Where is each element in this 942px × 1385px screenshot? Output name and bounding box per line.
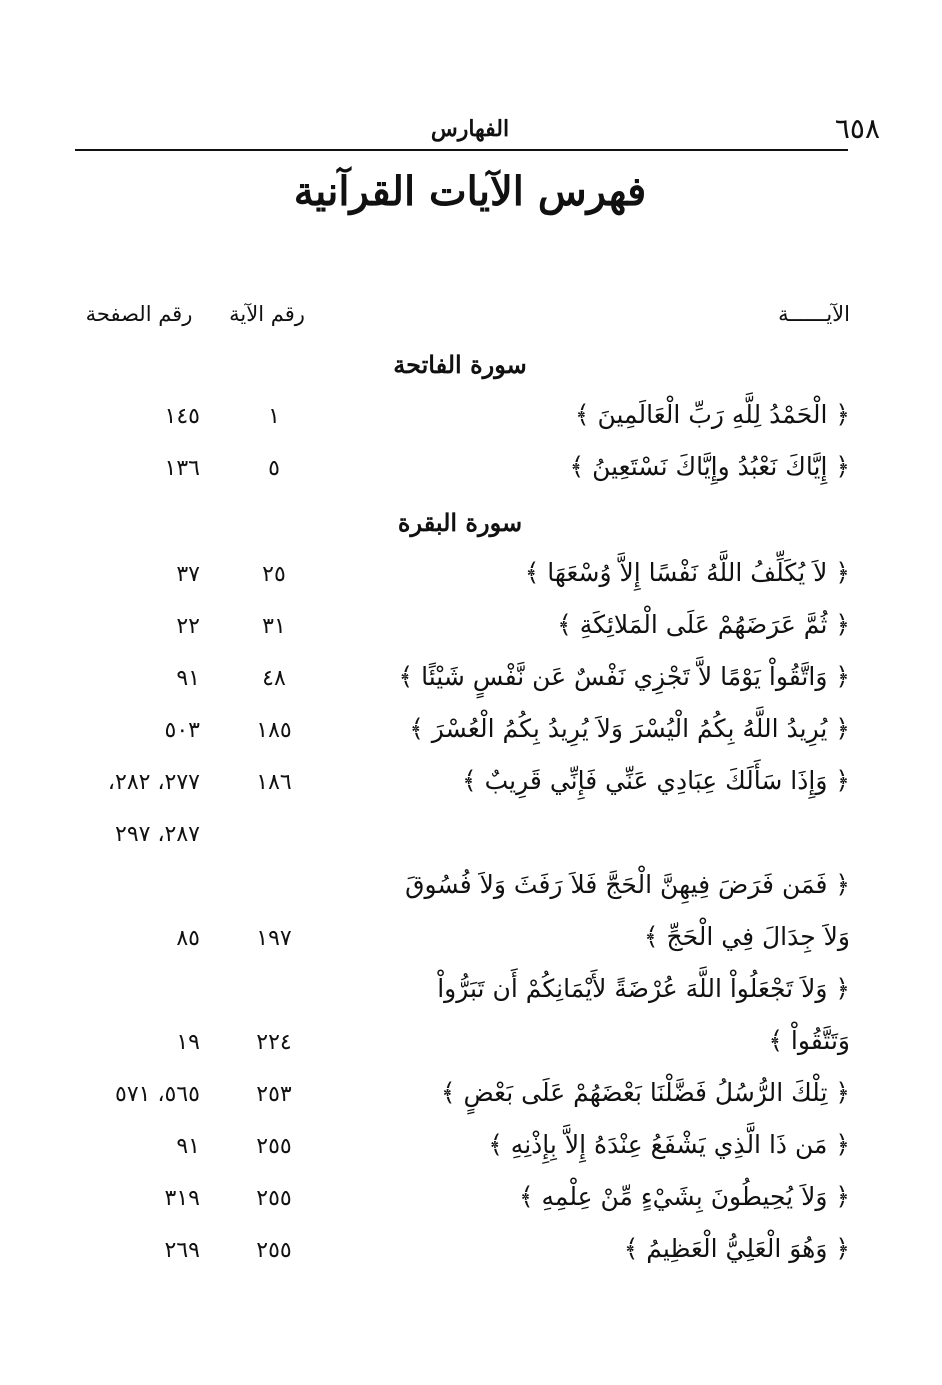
verse-text: ﴿ لاَ يُكَلِّفُ اللَّهُ نَفْسًا إِلاَّ وُسْعَهَا ﴾: [524, 558, 850, 587]
header-rule: [75, 149, 848, 151]
surah-heading: سورة الفاتحة: [393, 350, 527, 379]
ayah-number: ٢٥: [262, 562, 286, 587]
column-header-verse: الآيــــــة: [778, 302, 850, 326]
verse-text: ﴿ وَلاَ يُحِيطُونَ بِشَيْءٍ مِّنْ عِلْمِهِ ﴾: [518, 1182, 850, 1211]
ayah-number: ٢٥٥: [256, 1134, 292, 1159]
verse-text: ﴿ وَهُوَ الْعَلِيُّ الْعَظِيمُ ﴾: [623, 1234, 850, 1263]
verse-text: وَلاَ جِدَالَ فِي الْحَجِّ ﴾: [643, 922, 850, 951]
page-reference: ١٣٦: [164, 456, 200, 481]
index-row-continuation: [0, 1026, 942, 1066]
ayah-number: ٢٥٥: [256, 1238, 292, 1263]
column-header-ayah-number: رقم الآية: [229, 302, 305, 326]
index-row-continuation: [0, 818, 942, 858]
verse-text: ﴿ مَن ذَا الَّذِي يَشْفَعُ عِنْدَهُ إِلاَّ بِإِذْنِهِ ﴾: [488, 1130, 850, 1159]
ayah-number: ٣١: [262, 614, 286, 639]
page-reference: ٣٧: [176, 562, 200, 587]
page-reference: ٥٠٣: [164, 718, 200, 743]
index-row: [0, 1182, 942, 1222]
ayah-number: ٢٢٤: [256, 1030, 292, 1055]
index-row: [0, 766, 942, 806]
ayah-number: ١٨٦: [256, 770, 292, 795]
page-reference: ٢٢: [176, 614, 200, 639]
index-row: [0, 974, 942, 1014]
ayah-number: ٢٥٣: [256, 1082, 292, 1107]
verse-text: ﴿ إِيَّاكَ نَعْبُدُ وإِيَّاكَ نَسْتَعِينُ ﴾: [569, 452, 850, 481]
index-row: [0, 1234, 942, 1274]
page-reference: ٩١: [176, 1134, 200, 1159]
index-row: [0, 610, 942, 650]
ayah-number: ١: [268, 404, 280, 429]
verse-text: ﴿ وَلاَ تَجْعَلُواْ اللَّهَ عُرْضَةً لأَيْمَانِكُمْ أَن تَبَرُّواْ: [437, 974, 850, 1003]
page-reference: ٥٦٥، ٥٧١: [115, 1082, 200, 1107]
surah-heading: سورة البقرة: [397, 508, 523, 537]
verse-text: وَتَتَّقُواْ ﴾: [768, 1026, 850, 1055]
index-row: [0, 870, 942, 910]
index-row-continuation: [0, 922, 942, 962]
index-row: [0, 558, 942, 598]
ayah-number: ٥: [268, 456, 280, 481]
index-row: [0, 714, 942, 754]
verse-text: ﴿ وَإِذَا سَأَلَكَ عِبَادِي عَنِّي فَإِنِّي قَرِيبٌ ﴾: [462, 766, 850, 795]
index-row: [0, 1130, 942, 1170]
verse-text: ﴿ فَمَن فَرَضَ فِيهِنَّ الْحَجَّ فَلاَ رَفَثَ وَلاَ فُسُوقَ: [405, 870, 850, 899]
running-header: الفهارس: [430, 116, 510, 142]
index-row: [0, 1078, 942, 1118]
index-row: [0, 662, 942, 702]
ayah-number: ٢٥٥: [256, 1186, 292, 1211]
page-reference: ٩١: [176, 666, 200, 691]
page-number: ٦٥٨: [834, 112, 880, 145]
ayah-number: ١٩٧: [256, 926, 292, 951]
page-reference: ١٤٥: [164, 404, 200, 429]
index-row: [0, 400, 942, 440]
column-header-page-number: رقم الصفحة: [85, 302, 193, 326]
ayah-number: ١٨٥: [256, 718, 292, 743]
page-title: فهرس الآيات القرآنية: [293, 168, 647, 215]
verse-text: ﴿ الْحَمْدُ لِلَّهِ رَبِّ الْعَالَمِينَ ﴾: [574, 400, 850, 429]
page-reference: ٢٧٧، ٢٨٢،: [107, 770, 200, 795]
verse-text: ﴿ وَاتَّقُواْ يَوْمًا لاَّ تَجْزِي نَفْسٌ عَن نَّفْسٍ شَيْئًا ﴾: [398, 662, 850, 691]
ayah-number: ٤٨: [262, 666, 286, 691]
index-row: [0, 452, 942, 492]
page-reference: ٣١٩: [164, 1186, 200, 1211]
page-reference: ٢٨٧، ٢٩٧: [115, 822, 200, 847]
page-reference: ٨٥: [176, 926, 200, 951]
verse-text: ﴿ يُرِيدُ اللَّهُ بِكُمُ الْيُسْرَ وَلاَ يُرِيدُ بِكُمُ الْعُسْرَ ﴾: [409, 714, 850, 743]
page-reference: ٢٦٩: [164, 1238, 200, 1263]
verse-text: ﴿ ثُمَّ عَرَضَهُمْ عَلَى الْمَلائِكَةِ ﴾: [557, 610, 850, 639]
page-reference: ١٩: [176, 1030, 200, 1055]
verse-text: ﴿ تِلْكَ الرُّسُلُ فَضَّلْنَا بَعْضَهُمْ عَلَى بَعْضٍ ﴾: [440, 1078, 850, 1107]
